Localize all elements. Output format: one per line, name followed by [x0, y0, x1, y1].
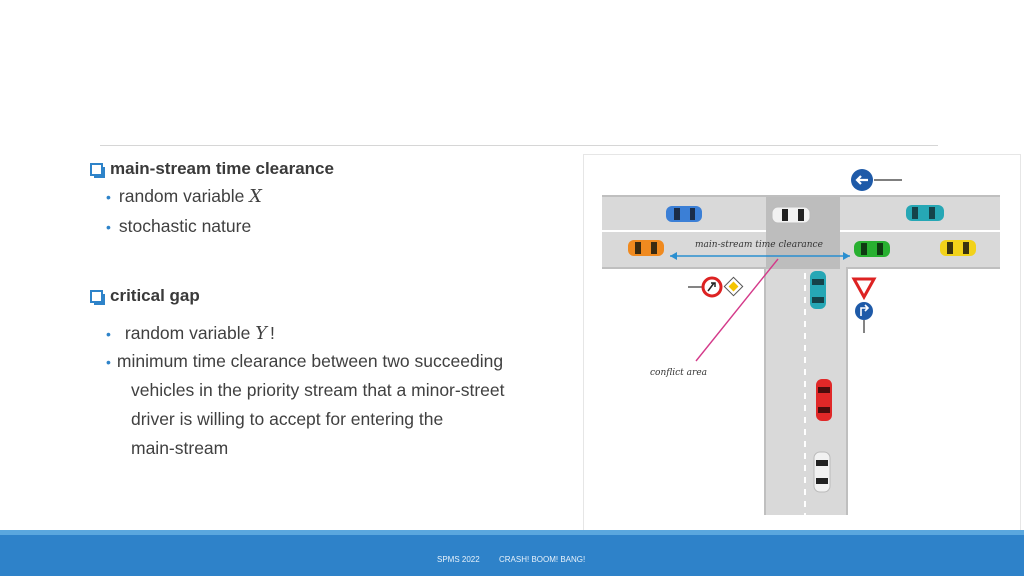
item-text-continued: driver is willing to accept for entering the — [131, 409, 444, 429]
item-text: minimum time clearance between two succeeding — [116, 351, 504, 371]
intersection-diagram — [584, 155, 1020, 531]
car-icon — [816, 379, 832, 421]
item-suffix: ! — [269, 323, 275, 343]
item-text: random variable — [118, 186, 245, 206]
section-title: critical gap — [110, 286, 200, 305]
checkbox-bullet-icon — [90, 290, 103, 303]
car-icon — [772, 207, 810, 223]
item-text: stochastic nature — [118, 216, 252, 236]
car-icon — [854, 241, 890, 257]
conflict-label: conflict area — [650, 368, 708, 378]
list-item — [106, 216, 251, 237]
footer-left-text: SPMS 2022 — [437, 555, 480, 564]
car-icon — [814, 452, 830, 492]
math-variable: Y — [255, 324, 267, 344]
list-item — [106, 186, 262, 207]
bullet-dot-icon: • — [106, 189, 111, 205]
item-text-continued: vehicles in the priority stream that a minor-street — [131, 380, 505, 400]
section-main-stream — [90, 159, 334, 179]
list-item — [106, 323, 275, 344]
intersection-figure — [583, 154, 1021, 532]
car-icon — [628, 240, 664, 256]
footer-right-text: CRASH! BOOM! BANG! — [499, 555, 586, 564]
yield-sign-icon — [854, 279, 874, 297]
clearance-label: main-stream time clearance — [695, 240, 823, 250]
checkbox-bullet-icon — [90, 163, 103, 176]
bullet-dot-icon: • — [106, 326, 111, 342]
section-title: main-stream time clearance — [110, 159, 334, 178]
list-item — [106, 351, 503, 372]
no-turn-sign-icon — [703, 278, 721, 296]
car-icon — [940, 240, 976, 256]
car-icon — [810, 271, 826, 309]
math-variable: X — [249, 187, 262, 207]
car-icon — [666, 206, 702, 222]
bullet-dot-icon: • — [106, 354, 111, 370]
section-critical-gap — [90, 286, 200, 306]
footer-bar — [0, 530, 1024, 576]
turn-right-sign-icon — [855, 302, 873, 320]
item-text: random variable — [124, 323, 251, 343]
item-text-continued: main-stream — [131, 438, 229, 458]
title-divider — [100, 145, 938, 146]
car-icon — [906, 205, 944, 221]
bullet-dot-icon: • — [106, 219, 111, 235]
